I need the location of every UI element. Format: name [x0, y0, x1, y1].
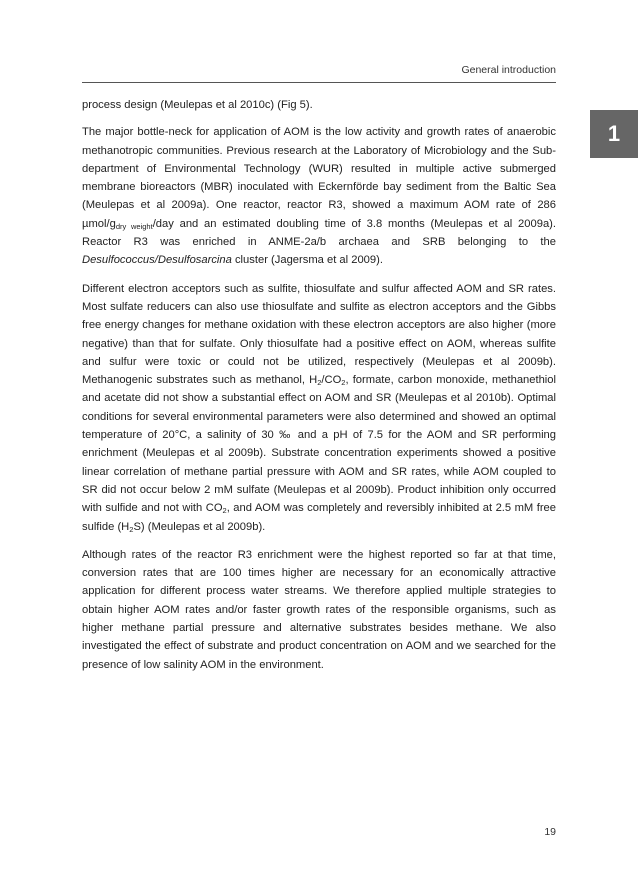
subscript-dry-weight: dry weight [115, 221, 153, 231]
paragraph-3-text-a: Different electron acceptors such as sulfite, thiosulfate and sulfur affected AOM and SR rates. Most sulfate reducers can also use thiosulfate and sulfite as electron acceptors and the Gibbs free energy changes for methane oxidation with these electron acceptors are also higher (more negative) than that for sulfate. Only thiosulfate had a positive effect on AOM, whereas sulfite and sulfur were toxic or could not be utilized, respectively (Meulepas et al 2009b). Methanogenic substrates such as methanol, H [82, 282, 556, 387]
subscript-h2: 2 [317, 378, 322, 388]
genus-name: Desulfococcus/Desulfosarcina [82, 254, 232, 267]
subscript-co2-product: 2 [222, 506, 227, 516]
chapter-tab [590, 110, 638, 158]
paragraph-3-text-b: /CO [321, 374, 342, 387]
paragraph-3-text-e: S) (Meulepas et al 2009b). [133, 520, 266, 533]
paragraph-2-text-c: cluster (Jagersma et al 2009). [231, 254, 383, 267]
unit-g: g [109, 217, 116, 230]
paragraph-3-text-d: , and AOM was completely and reversibly inhibited at 2.5 mM free sulfide (H [82, 502, 556, 533]
header-rule [82, 82, 556, 83]
subscript-co2: 2 [341, 378, 346, 388]
paragraph-1: process design (Meulepas et al 2010c) (Fig 5). [82, 99, 313, 111]
paragraph-2 [82, 123, 556, 269]
paragraph-4: Although rates of the reactor R3 enrichment were the highest reported so far at that time, conversion rates that are 100 times higher are necessary for an economically attractive application for different process water streams. We therefore applied multiple strategies to obtain higher AOM rates and/or faster growth rates of the responsible organisms, such as higher methane partial pressure and alternative substrates besides methane. We also investigated the effect of substrate and product concentration on AOM and we searched for the presence of low salinity AOM in the environment. [82, 548, 556, 671]
paragraph-3 [82, 280, 556, 536]
chapter-number: 1 [607, 121, 621, 146]
running-header-title: General introduction [461, 64, 556, 76]
paragraph-2-text-a: The major bottle-neck for application of AOM is the low activity and growth rates of anaerobic methanotropic communities. Previous research at the Laboratory of Microbiology and the Sub-department of Environmental Technology (WUR) resulted in multiple active submerged membrane bioreactors (MBR) inoculated with Eckernförde bay sediment from the Baltic Sea (Meulepas et al 2009a). One reactor, reactor R3, showed a maximum AOM rate of 286 µmol/ [82, 126, 556, 230]
body-text [82, 96, 556, 684]
paragraph-2-text-b: /day and an estimated doubling time of 3.8 months (Meulepas et al 2009a). Reactor R3 was enriched in ANME-2a/b archaea and SRB belonging to the [82, 217, 557, 249]
subscript-h2s: 2 [129, 524, 134, 534]
page-number: 19 [544, 826, 556, 838]
paragraph-3-text-c: , formate, carbon monoxide, methanethiol and acetate did not show a substantial effect on AOM and SR (Meulepas et al 2010b). Optimal conditions for several environmental parameters were also determined and showed an optimal temperature of 20°C, a salinity of 30 ‰ and a pH of 7.5 for the AOM and SR performing enrichment (Meulepas et al 2009b). Substrate concentration experiments showed a positive linear correlation of methane partial pressure with AOM and SR rates, while AOM coupled to SR did not occur below 2 mM sulfate (Meulepas et al 2009b). Product inhibition only occurred with sulfide and not with CO [82, 374, 557, 515]
